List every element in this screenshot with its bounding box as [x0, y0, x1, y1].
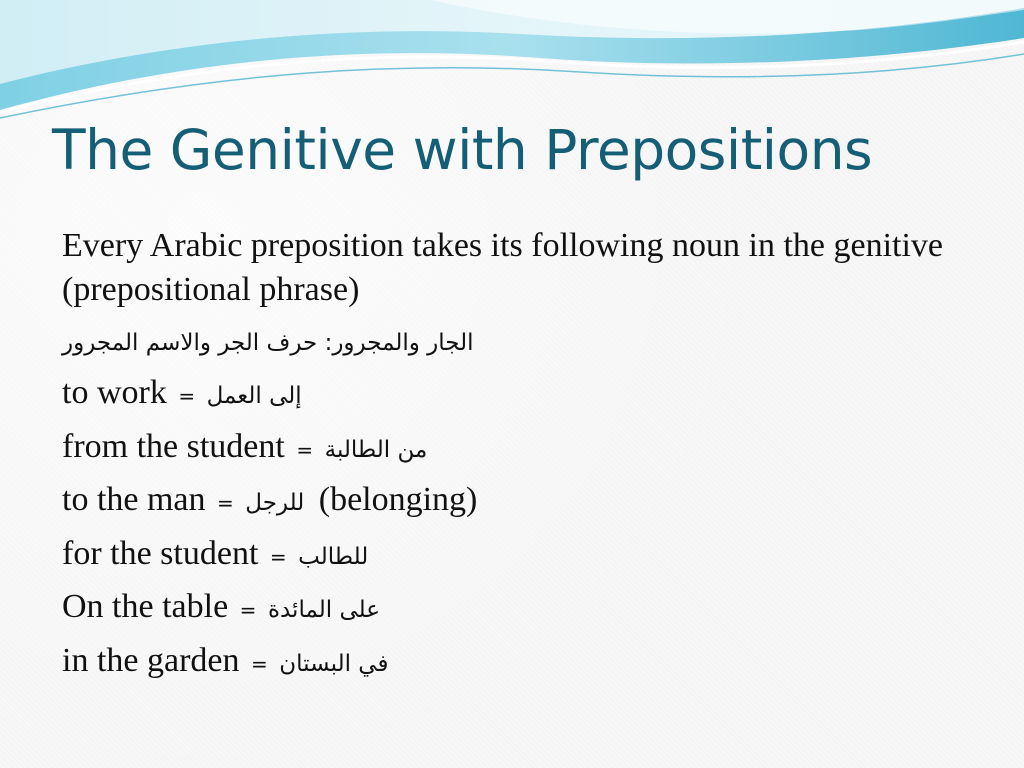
example-item: [62, 580, 982, 634]
example-item: [62, 527, 982, 581]
example-english: in the garden: [62, 641, 240, 679]
example-arabic: من الطالبة: [324, 436, 428, 463]
example-item: [62, 420, 982, 474]
arabic-definition: الجار والمجرور: حرف الجر والاسم المجرور: [62, 330, 474, 356]
example-item: [62, 634, 982, 688]
example-english: to work: [62, 374, 167, 411]
slide-content: [62, 224, 982, 687]
header-wave-decoration: [0, 0, 1024, 130]
example-english: On the table: [62, 588, 229, 625]
equals-sign: =: [269, 544, 287, 569]
example-english: for the student: [62, 534, 259, 572]
intro-paragraph: Every Arabic preposition takes its following noun in the genitive (prepositional phrase): [62, 227, 943, 308]
example-arabic: في البستان: [279, 650, 389, 677]
example-arabic: على المائدة: [267, 597, 380, 623]
example-note: (belonging): [318, 481, 478, 518]
example-arabic: للطالب: [298, 543, 369, 570]
equals-sign: =: [296, 437, 314, 462]
equals-sign: =: [217, 491, 234, 515]
equals-sign: =: [251, 651, 268, 676]
example-arabic: إلى العمل: [206, 383, 302, 409]
examples-list: [62, 366, 982, 687]
equals-sign: =: [239, 598, 257, 622]
equals-sign: =: [178, 384, 196, 408]
slide-title: The Genitive with Prepositions: [52, 118, 873, 182]
example-arabic: للرجل: [245, 490, 305, 516]
example-item: [62, 366, 982, 420]
example-english: from the student: [62, 427, 285, 465]
example-english: to the man: [62, 481, 206, 518]
example-item: [62, 473, 982, 527]
